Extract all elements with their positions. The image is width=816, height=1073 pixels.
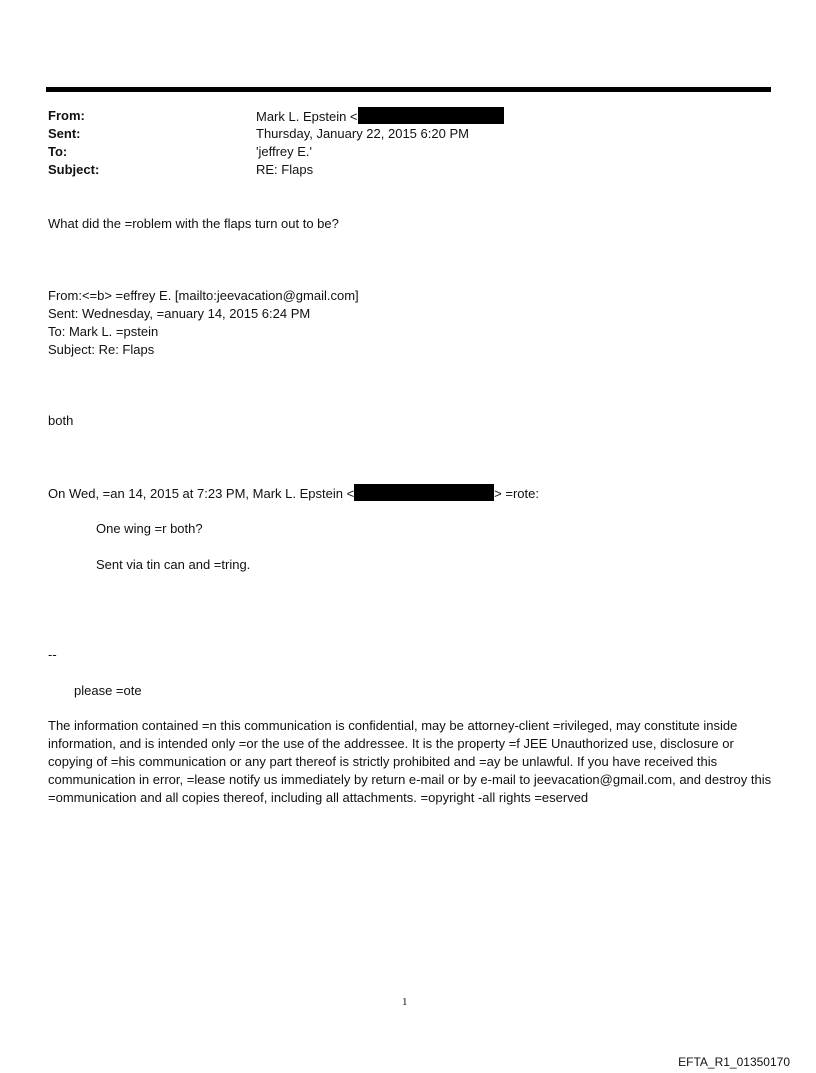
sent-value: Thursday, January 22, 2015 6:20 PM: [256, 126, 469, 141]
confidentiality-disclaimer: The information contained =n this communication is confidential, may be attorney-client =rivileged, may constitute inside information, and is intended only =or the use of the addressee. It is the property =f JEE Unauthorized use, disclosure or copying of =his communication or any part thereof is strictly prohibited and =ay be unlawful. If you have received this communication in error, =lease notify us immediately by return e-mail or by e-mail to jeevacation@gmail.com, and destroy this =ommunication and all copies thereof, including all attachments. =opyright -all rights =eserved: [48, 718, 772, 805]
subject-value: RE: Flaps: [256, 162, 314, 177]
signature-note: please =ote: [74, 683, 142, 698]
redaction-bar: [354, 484, 494, 501]
signature-dashes: --: [48, 647, 57, 662]
on-line-prefix: On Wed, =an 14, 2015 at 7:23 PM, Mark L. Epstein <: [48, 486, 355, 501]
page-number: 1: [402, 996, 408, 1008]
quoted-from: From:<=b> =effrey E. [mailto:jeevacation@gmail.com]: [48, 288, 359, 303]
redaction-bar: [358, 107, 504, 124]
quote-line-2: Sent via tin can and =tring.: [96, 557, 251, 572]
quoted-to: To: Mark L. =pstein: [48, 324, 159, 339]
header-divider: [46, 87, 771, 92]
to-label: To:: [48, 144, 68, 159]
on-date-line: [48, 484, 539, 503]
on-line-suffix: > =rote:: [494, 486, 539, 501]
to-value: 'jeffrey E.': [256, 144, 313, 159]
sent-label: Sent:: [48, 126, 81, 141]
from-name: Mark L. Epstein <: [256, 109, 358, 124]
quote-line-1: One wing =r both?: [96, 521, 203, 536]
message-question: What did the =roblem with the flaps turn out to be?: [48, 216, 339, 231]
from-label: From:: [48, 108, 85, 123]
reply-text: both: [48, 413, 74, 428]
from-value: [256, 107, 504, 126]
document-id: EFTA_R1_01350170: [678, 1055, 790, 1069]
quoted-subject: Subject: Re: Flaps: [48, 342, 155, 357]
subject-label: Subject:: [48, 162, 100, 177]
quoted-sent: Sent: Wednesday, =anuary 14, 2015 6:24 PM: [48, 306, 311, 321]
